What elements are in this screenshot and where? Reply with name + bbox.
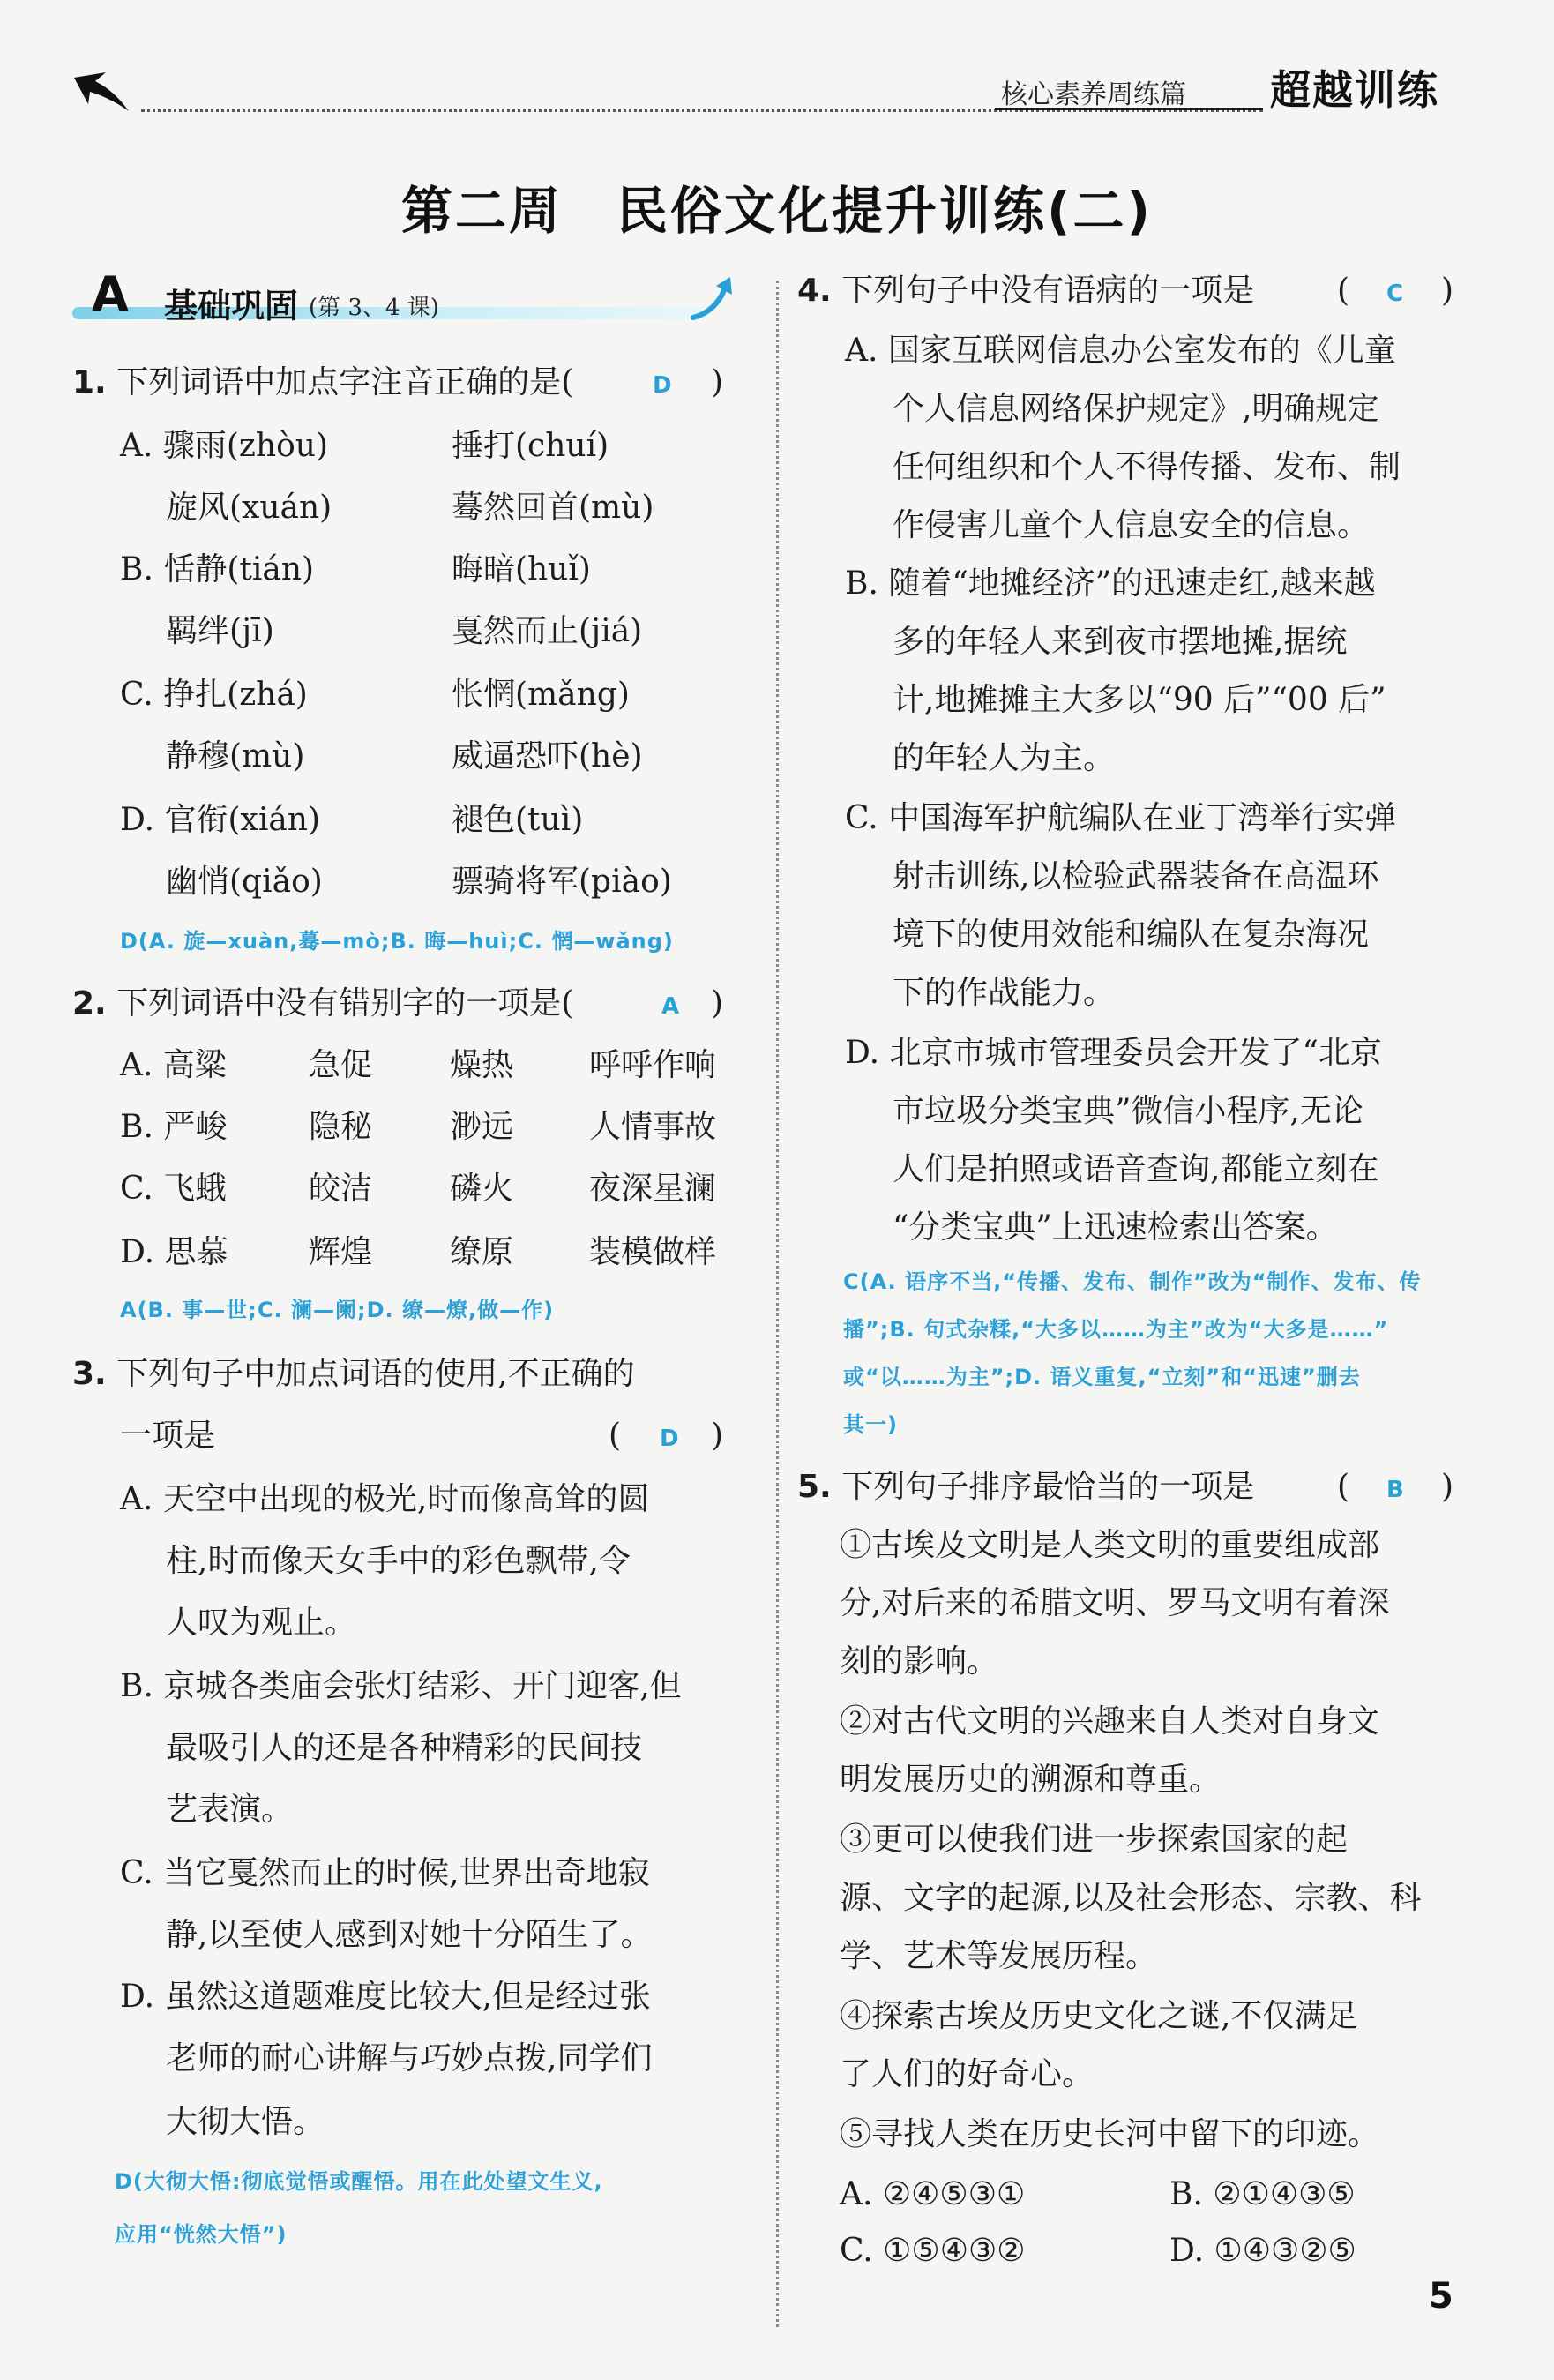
q4-open: ( (1337, 273, 1350, 309)
q2-option-d-1: D. 思慕 (120, 1234, 228, 1270)
q4-explanation-4: 其一) (843, 1412, 898, 1437)
q5-number: 5. (797, 1469, 832, 1505)
q4-body-8: 的年轻人为主。 (893, 740, 1116, 776)
q3-stem (72, 1355, 635, 1394)
q2-option-d-2: 辉煌 (309, 1234, 373, 1270)
q4-body-6: 多的年轻人来到夜市摆地摊,据统 (893, 624, 1348, 660)
q5-stem-text: 下列句子排序最恰当的一项是 (841, 1469, 1255, 1505)
q4-body-12: 下的作战能力。 (893, 975, 1116, 1011)
q4-answer: C (1386, 281, 1404, 307)
q5-option-b: B. ②①④③⑤ (1169, 2176, 1356, 2212)
q5-close: ) (1441, 1469, 1454, 1505)
q2-option-d-4: 装模做样 (589, 1234, 717, 1270)
q3-explanation-2: 应用“恍然大悟”) (115, 2222, 288, 2247)
q1-explanation: D(A. 旋—xuàn,蓦—mò;B. 晦—huì;C. 惘—wǎng) (120, 929, 674, 954)
q5-option-d: D. ①④③②⑤ (1169, 2233, 1356, 2269)
q2-close: ) (711, 985, 724, 1022)
q3-body-1: A. 天空中出现的极光,时而像高耸的圆 (120, 1481, 650, 1517)
q1-option-d3: 幽悄(qiǎo) (166, 864, 323, 900)
q5-open: ( (1337, 1469, 1350, 1505)
q2-option-b-1: B. 严峻 (120, 1109, 228, 1145)
q4-body-2: 个人信息网络保护规定》,明确规定 (893, 391, 1379, 427)
section-banner (72, 266, 743, 333)
q2-answer-slot (661, 984, 679, 1026)
q4-stem (797, 272, 1254, 311)
q5-body-2: 分,对后来的希腊文明、罗马文明有着深 (840, 1585, 1390, 1621)
q5-body-9: ④探索古埃及历史文化之谜,不仅满足 (840, 1998, 1358, 2034)
q4-body-16: “分类宝典”上迅速检索出答案。 (893, 1209, 1338, 1246)
q3-answer-slot (660, 1417, 679, 1458)
q5-body-7: 源、文字的起源,以及社会形态、宗教、科 (840, 1880, 1422, 1916)
q1-option-a1: A. 骤雨(zhòu) (120, 428, 328, 464)
q5-answer: B (1386, 1477, 1404, 1503)
q2-option-a-2: 急促 (309, 1047, 373, 1083)
q1-stem (72, 363, 573, 402)
q3-body-7: C. 当它戛然而止的时候,世界出奇地寂 (120, 1855, 650, 1891)
q4-stem-text: 下列句子中没有语病的一项是 (841, 273, 1255, 309)
q1-option-a4: 蓦然回首(mù) (452, 490, 654, 526)
q5-body-3: 刻的影响。 (840, 1643, 999, 1680)
q1-close: ) (711, 364, 724, 400)
q4-body-5: B. 随着“地摊经济”的迅速走红,越来越 (845, 565, 1376, 602)
q1-option-c4: 威逼恐吓(hè) (452, 738, 643, 775)
q2-option-c-1: C. 飞蛾 (120, 1171, 228, 1207)
q2-answer: A (661, 993, 680, 1020)
q4-body-3: 任何组织和个人不得传播、发布、制 (893, 449, 1401, 485)
q1-option-d2: 褪色(tuì) (452, 802, 584, 838)
q4-answer-slot (1386, 272, 1403, 313)
q1-option-d1: D. 官衔(xián) (120, 802, 321, 838)
q1-option-a3: 旋风(xuán) (166, 490, 332, 526)
q3-body-9: D. 虽然这道题难度比较大,但是经过张 (120, 1979, 651, 2015)
q4-explanation-2: 播”;B. 句式杂糅,“大多以……为主”改为“大多是……” (843, 1317, 1389, 1342)
q4-body-14: 市垃圾分类宝典”微信小程序,无论 (893, 1093, 1363, 1129)
q2-option-b-4: 人情事故 (589, 1109, 717, 1145)
q1-option-d4: 骠骑将军(piào) (452, 864, 672, 900)
q5-body-6: ③更可以使我们进一步探索国家的起 (840, 1822, 1349, 1858)
header-title: 超越训练 (1270, 66, 1439, 114)
q4-explanation-1: C(A. 语序不当,“传播、发布、制作”改为“制作、发布、传 (843, 1269, 1422, 1294)
q1-option-b2: 晦暗(huǐ) (452, 551, 591, 588)
page-title: 第二周 民俗文化提升训练(二) (400, 181, 1154, 241)
q2-stem (72, 984, 573, 1023)
q1-answer-slot (653, 363, 672, 405)
q2-option-b-3: 渺远 (450, 1109, 514, 1145)
section-name: 基础巩固 (164, 287, 299, 326)
q3-explanation-1: D(大彻大悟:彻底觉悟或醒悟。用在此处望文生义, (115, 2169, 603, 2194)
section-note: (第 3、4 课) (309, 295, 439, 321)
page-number: 5 (1429, 2276, 1453, 2316)
q2-option-c-4: 夜深星澜 (589, 1171, 717, 1207)
q4-body-13: D. 北京市城市管理委员会开发了“北京 (845, 1035, 1382, 1071)
column-divider (776, 281, 779, 2327)
q4-body-7: 计,地摊摊主大多以“90 后”“00 后” (893, 682, 1386, 718)
q1-option-b4: 戛然而止(jiá) (452, 613, 643, 649)
q4-close: ) (1441, 273, 1454, 309)
q3-body-11: 大彻大悟。 (166, 2104, 325, 2140)
q3-stem-line-1: 下列句子中加点词语的使用,不正确的 (116, 1356, 635, 1392)
q5-option-c: C. ①⑤④③② (840, 2233, 1026, 2269)
q1-option-b1: B. 恬静(tián) (120, 551, 315, 588)
q4-body-4: 作侵害儿童个人信息安全的信息。 (893, 507, 1370, 543)
q4-body-9: C. 中国海军护航编队在亚丁湾举行实弹 (845, 800, 1397, 836)
header-subtitle: 核心素养周练篇 (1001, 79, 1186, 110)
q4-body-11: 境下的使用效能和编队在复杂海况 (893, 917, 1370, 953)
q3-number: 3. (72, 1356, 107, 1392)
q5-body-4: ②对古代文明的兴趣来自人类对自身文 (840, 1703, 1380, 1740)
q4-body-15: 人们是拍照或语音查询,都能立刻在 (893, 1151, 1379, 1187)
q2-option-a-3: 燥热 (450, 1047, 514, 1083)
q1-option-c3: 静穆(mù) (166, 738, 305, 775)
q2-option-c-3: 磷火 (450, 1171, 514, 1207)
q1-option-c1: C. 挣扎(zhá) (120, 677, 308, 713)
q2-option-d-3: 缭原 (450, 1234, 514, 1270)
q4-body-10: 射击训练,以检验武器装备在高温环 (893, 858, 1379, 894)
q5-body-1: ①古埃及文明是人类文明的重要组成部 (840, 1527, 1380, 1563)
q5-answer-slot (1386, 1468, 1404, 1509)
q3-body-8: 静,以至使人感到对她十分陌生了。 (166, 1917, 653, 1953)
q1-option-c2: 怅惘(mǎng) (452, 677, 630, 713)
q3-body-4: B. 京城各类庙会张灯结彩、开门迎客,但 (120, 1668, 682, 1704)
q2-option-b-2: 隐秘 (309, 1109, 373, 1145)
q3-body-3: 人叹为观止。 (166, 1605, 357, 1641)
q3-close: ) (711, 1418, 724, 1454)
q3-body-6: 艺表演。 (166, 1792, 294, 1828)
q3-open: ( (609, 1418, 622, 1454)
q3-body-5: 最吸引人的还是各种精彩的民间技 (166, 1730, 643, 1766)
q2-number: 2. (72, 985, 107, 1022)
q2-explanation: A(B. 事—世;C. 澜—阑;D. 缭—燎,做—作) (120, 1298, 555, 1322)
q5-body-11: ⑤寻找人类在历史长河中留下的印迹。 (840, 2116, 1380, 2152)
back-arrow-icon (71, 69, 132, 115)
q1-option-a2: 捶打(chuí) (452, 428, 609, 464)
q2-option-c-2: 皎洁 (309, 1171, 373, 1207)
q1-stem-text: 下列词语中加点字注音正确的是( (116, 364, 574, 400)
q4-explanation-3: 或“以……为主”;D. 语义重复,“立刻”和“迅速”删去 (843, 1365, 1361, 1389)
q2-option-a-4: 呼呼作响 (589, 1047, 717, 1083)
section-letter: A (92, 266, 129, 322)
q3-body-10: 老师的耐心讲解与巧妙点拨,同学们 (166, 2040, 653, 2077)
q4-body-1: A. 国家互联网信息办公室发布的《儿童 (845, 333, 1396, 369)
q2-option-a-1: A. 高粱 (120, 1047, 227, 1083)
q5-body-8: 学、艺术等发展历程。 (840, 1938, 1158, 1974)
q3-answer: D (660, 1426, 679, 1452)
q1-number: 1. (72, 364, 107, 400)
q5-body-10: 了人们的好奇心。 (840, 2056, 1095, 2092)
q5-option-a: A. ②④⑤③① (840, 2176, 1026, 2212)
q5-body-5: 明发展历史的溯源和尊重。 (840, 1762, 1222, 1798)
q1-answer: D (653, 372, 672, 399)
q5-stem (797, 1468, 1254, 1507)
q3-body-2: 柱,时而像天女手中的彩色飘带,令 (166, 1543, 631, 1579)
q2-stem-text: 下列词语中没有错别字的一项是( (116, 985, 574, 1022)
q4-number: 4. (797, 273, 832, 309)
swoosh-arrow-icon (690, 272, 743, 325)
q3-stem-line-2: 一项是 (120, 1418, 216, 1454)
q1-option-b3: 羁绊(jī) (166, 613, 274, 649)
